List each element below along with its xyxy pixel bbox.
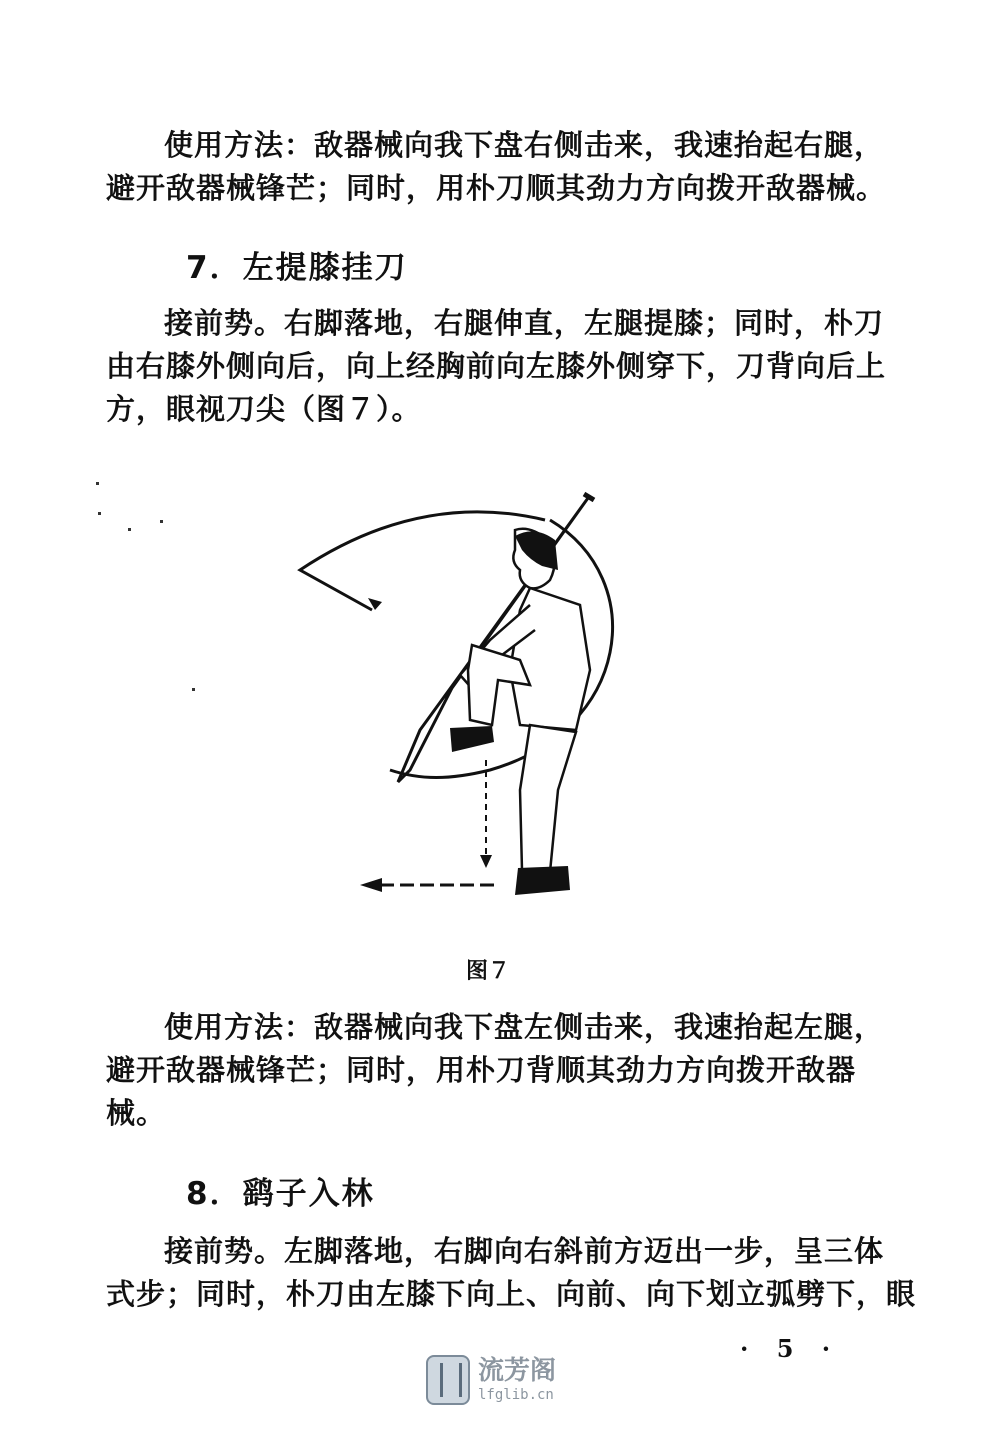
instruction-paragraph-8 — [106, 1230, 917, 1316]
text-line: 方，眼视刀尖（图７）。 — [106, 392, 422, 426]
page-number: · 5 · — [740, 1334, 841, 1363]
usage-paragraph-6 — [106, 124, 887, 210]
figure-caption: 图７ — [466, 959, 511, 984]
scan-speck — [98, 512, 101, 515]
text-line: 避开敌器械锋芒；同时，用朴刀顺其劲力方向拨开敌器械。 — [106, 171, 887, 205]
motion-arc-upper — [300, 512, 545, 610]
section-heading-8: 8．鹞子入林 — [186, 1176, 375, 1212]
torso — [510, 588, 590, 730]
text-line: 式步；同时，朴刀由左膝下向上、向前、向下划立弧劈下，眼 — [106, 1277, 917, 1311]
martial-arts-figure-illustration — [90, 470, 690, 910]
standing-right-leg — [520, 725, 576, 872]
scan-speck — [128, 528, 131, 531]
watermark-title: 流芳阁 — [478, 1356, 557, 1386]
library-watermark — [426, 1350, 586, 1410]
text-line: 接前势。右脚落地，右腿伸直，左腿提膝；同时，朴刀 — [164, 306, 885, 340]
text-line: 接前势。左脚落地，右脚向右斜前方迈出一步，呈三体 — [164, 1234, 885, 1268]
right-shoe — [515, 866, 570, 895]
text-line: 使用方法：敌器械向我下盘左侧击来，我速抬起左腿， — [164, 1010, 885, 1044]
text-line: 由右膝外侧向后，向上经胸前向左膝外侧穿下，刀背向后上 — [106, 349, 887, 383]
watermark-url: lfglib.cn — [478, 1387, 554, 1403]
scan-speck — [96, 482, 99, 485]
text-line: 械。 — [106, 1096, 167, 1130]
usage-paragraph-7 — [106, 1006, 885, 1135]
book-logo-icon — [426, 1355, 470, 1405]
text-line: 避开敌器械锋芒；同时，用朴刀背顺其劲力方向拨开敌器 — [106, 1053, 857, 1087]
scan-speck — [160, 520, 163, 523]
instruction-paragraph-7 — [106, 302, 887, 431]
left-shoe — [450, 726, 494, 752]
text-line: 使用方法：敌器械向我下盘右侧击来，我速抬起右腿， — [164, 128, 885, 162]
section-heading-7: 7．左提膝挂刀 — [186, 250, 408, 286]
scan-speck — [192, 688, 195, 691]
